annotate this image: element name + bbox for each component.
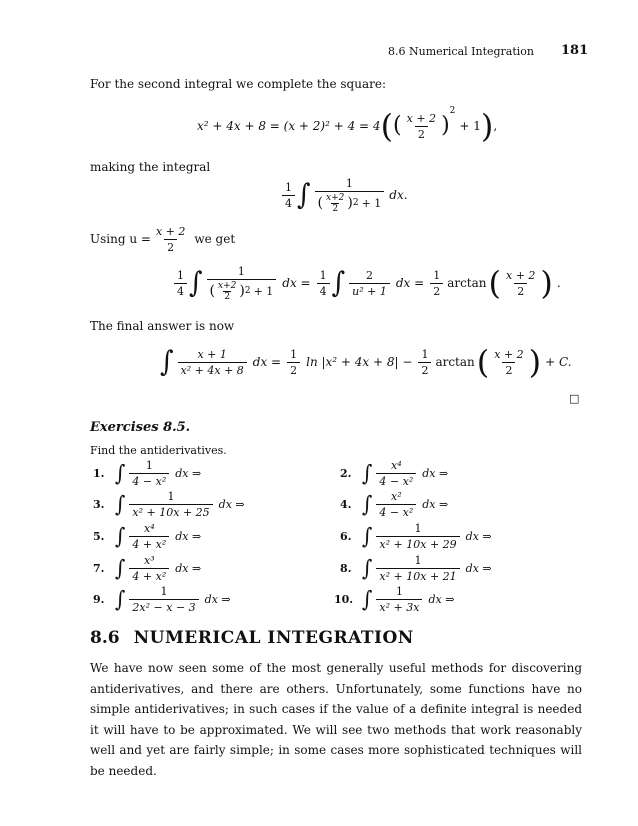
equation-substituted: $\frac{1}{4}$ ∫ 1 ( $\frac{x+2}{2}$ ) 2 + 1 dx = $\frac{1}{4}$ ∫ $\frac{2}{\text{u² + 1}}$ dx = $\frac{1}{2}$ arctan ( $\frac{x + 2}{2}$ ) . [172,260,561,306]
running-header [388,45,534,58]
exercise-item: 10. ∫ $\frac{1}{\text{x² + 3x}}$ dx ⇒ [334,584,455,614]
exercise-item: 3. ∫ $\frac{1}{\text{x² + 10x + 25}}$ dx ⇒ [93,489,245,519]
integral-sign: ∫ [331,266,346,300]
page-number: 181 [561,43,589,58]
section-heading [90,628,414,648]
exercise-item: 9. ∫ $\frac{1}{\text{2x² − x − 3}}$ dx ⇒ [93,584,231,614]
qed-symbol: □ [569,392,580,405]
integral-sign: ∫ [160,345,174,379]
equation-final-answer: ∫ $\frac{x + 1}{\text{x² + 4x + 8}}$ dx = $\frac{1}{2}$ ln |x² + 4x + 8| − $\frac{1}{2}$ arctan ( $\frac{x + 2}{2}$ ) + C. [160,343,572,381]
exercise-item: 2. ∫ $\frac{\text{x⁴}}{\text{4 − x²}}$ dx ⇒ [340,458,449,488]
section-number: 8.6 [90,628,120,648]
paragraph-final-answer: The final answer is now [90,319,235,333]
integral-sign: ∫ [297,178,311,212]
eq1-tail: + 1 [459,119,481,133]
eq1-fraction: $\frac{x + 2}{2}$ [406,111,437,141]
exercises-title: Exercises 8.5. [90,420,191,435]
eq1-end: , [493,119,498,133]
paragraph-substitution: Using u = $\frac{x + 2}{2}$ we get [90,224,236,254]
exercise-item: 1. ∫ $\frac{1}{\text{4 − x²}}$ dx ⇒ [93,458,202,488]
exercise-item: 8. ∫ $\frac{1}{\text{x² + 10x + 21}}$ dx ⇒ [340,553,492,583]
exercises-intro: Find the antiderivatives. [90,444,227,457]
integral-sign: ∫ [189,266,203,300]
paragraph-making-integral: making the integral [90,160,211,174]
section-paragraph: We have now seen some of the most generally useful methods for discovering antiderivatives, and there are others. Unfortunately, some functions have no simple antiderivatives; in such cases if the value of a definite integral is needed it will have to be approximated. We will see two methods that work reasonably well and yet are fairly simple; in some cases more sophisticated techniques will be needed. [90,661,582,778]
paragraph-complete-square: For the second integral we complete the square: [90,77,386,91]
exercise-item: 5. ∫ $\frac{\text{x⁴}}{\text{4 + x²}}$ dx ⇒ [93,521,202,551]
exercise-item: 7. ∫ $\frac{\text{x³}}{\text{4 + x²}}$ dx ⇒ [93,553,202,583]
header-section: 8.6 Numerical Integration [388,45,535,58]
equation-complete-square: x² + 4x + 8 = (x + 2)² + 4 = 4 ( ( $\frac{x + 2}{2}$ ) $^2$ + 1 ) , [197,106,498,145]
equation-integral-form: $\frac{1}{4}$ ∫ 1 ( $\frac{x+2}{2}$ ) 2 + 1 dx. [280,172,408,218]
section-title: NUMERICAL INTEGRATION [133,628,414,648]
exercise-item: 4. ∫ $\frac{\text{x²}}{\text{4 − x²}}$ dx ⇒ [340,489,449,519]
eq1-exponent: 2 [449,106,456,116]
eq1-lhs: x² + 4x + 8 = (x + 2)² + 4 = 4 [197,119,381,133]
exercise-item: 6. ∫ $\frac{1}{\text{x² + 10x + 29}}$ dx ⇒ [340,521,492,551]
